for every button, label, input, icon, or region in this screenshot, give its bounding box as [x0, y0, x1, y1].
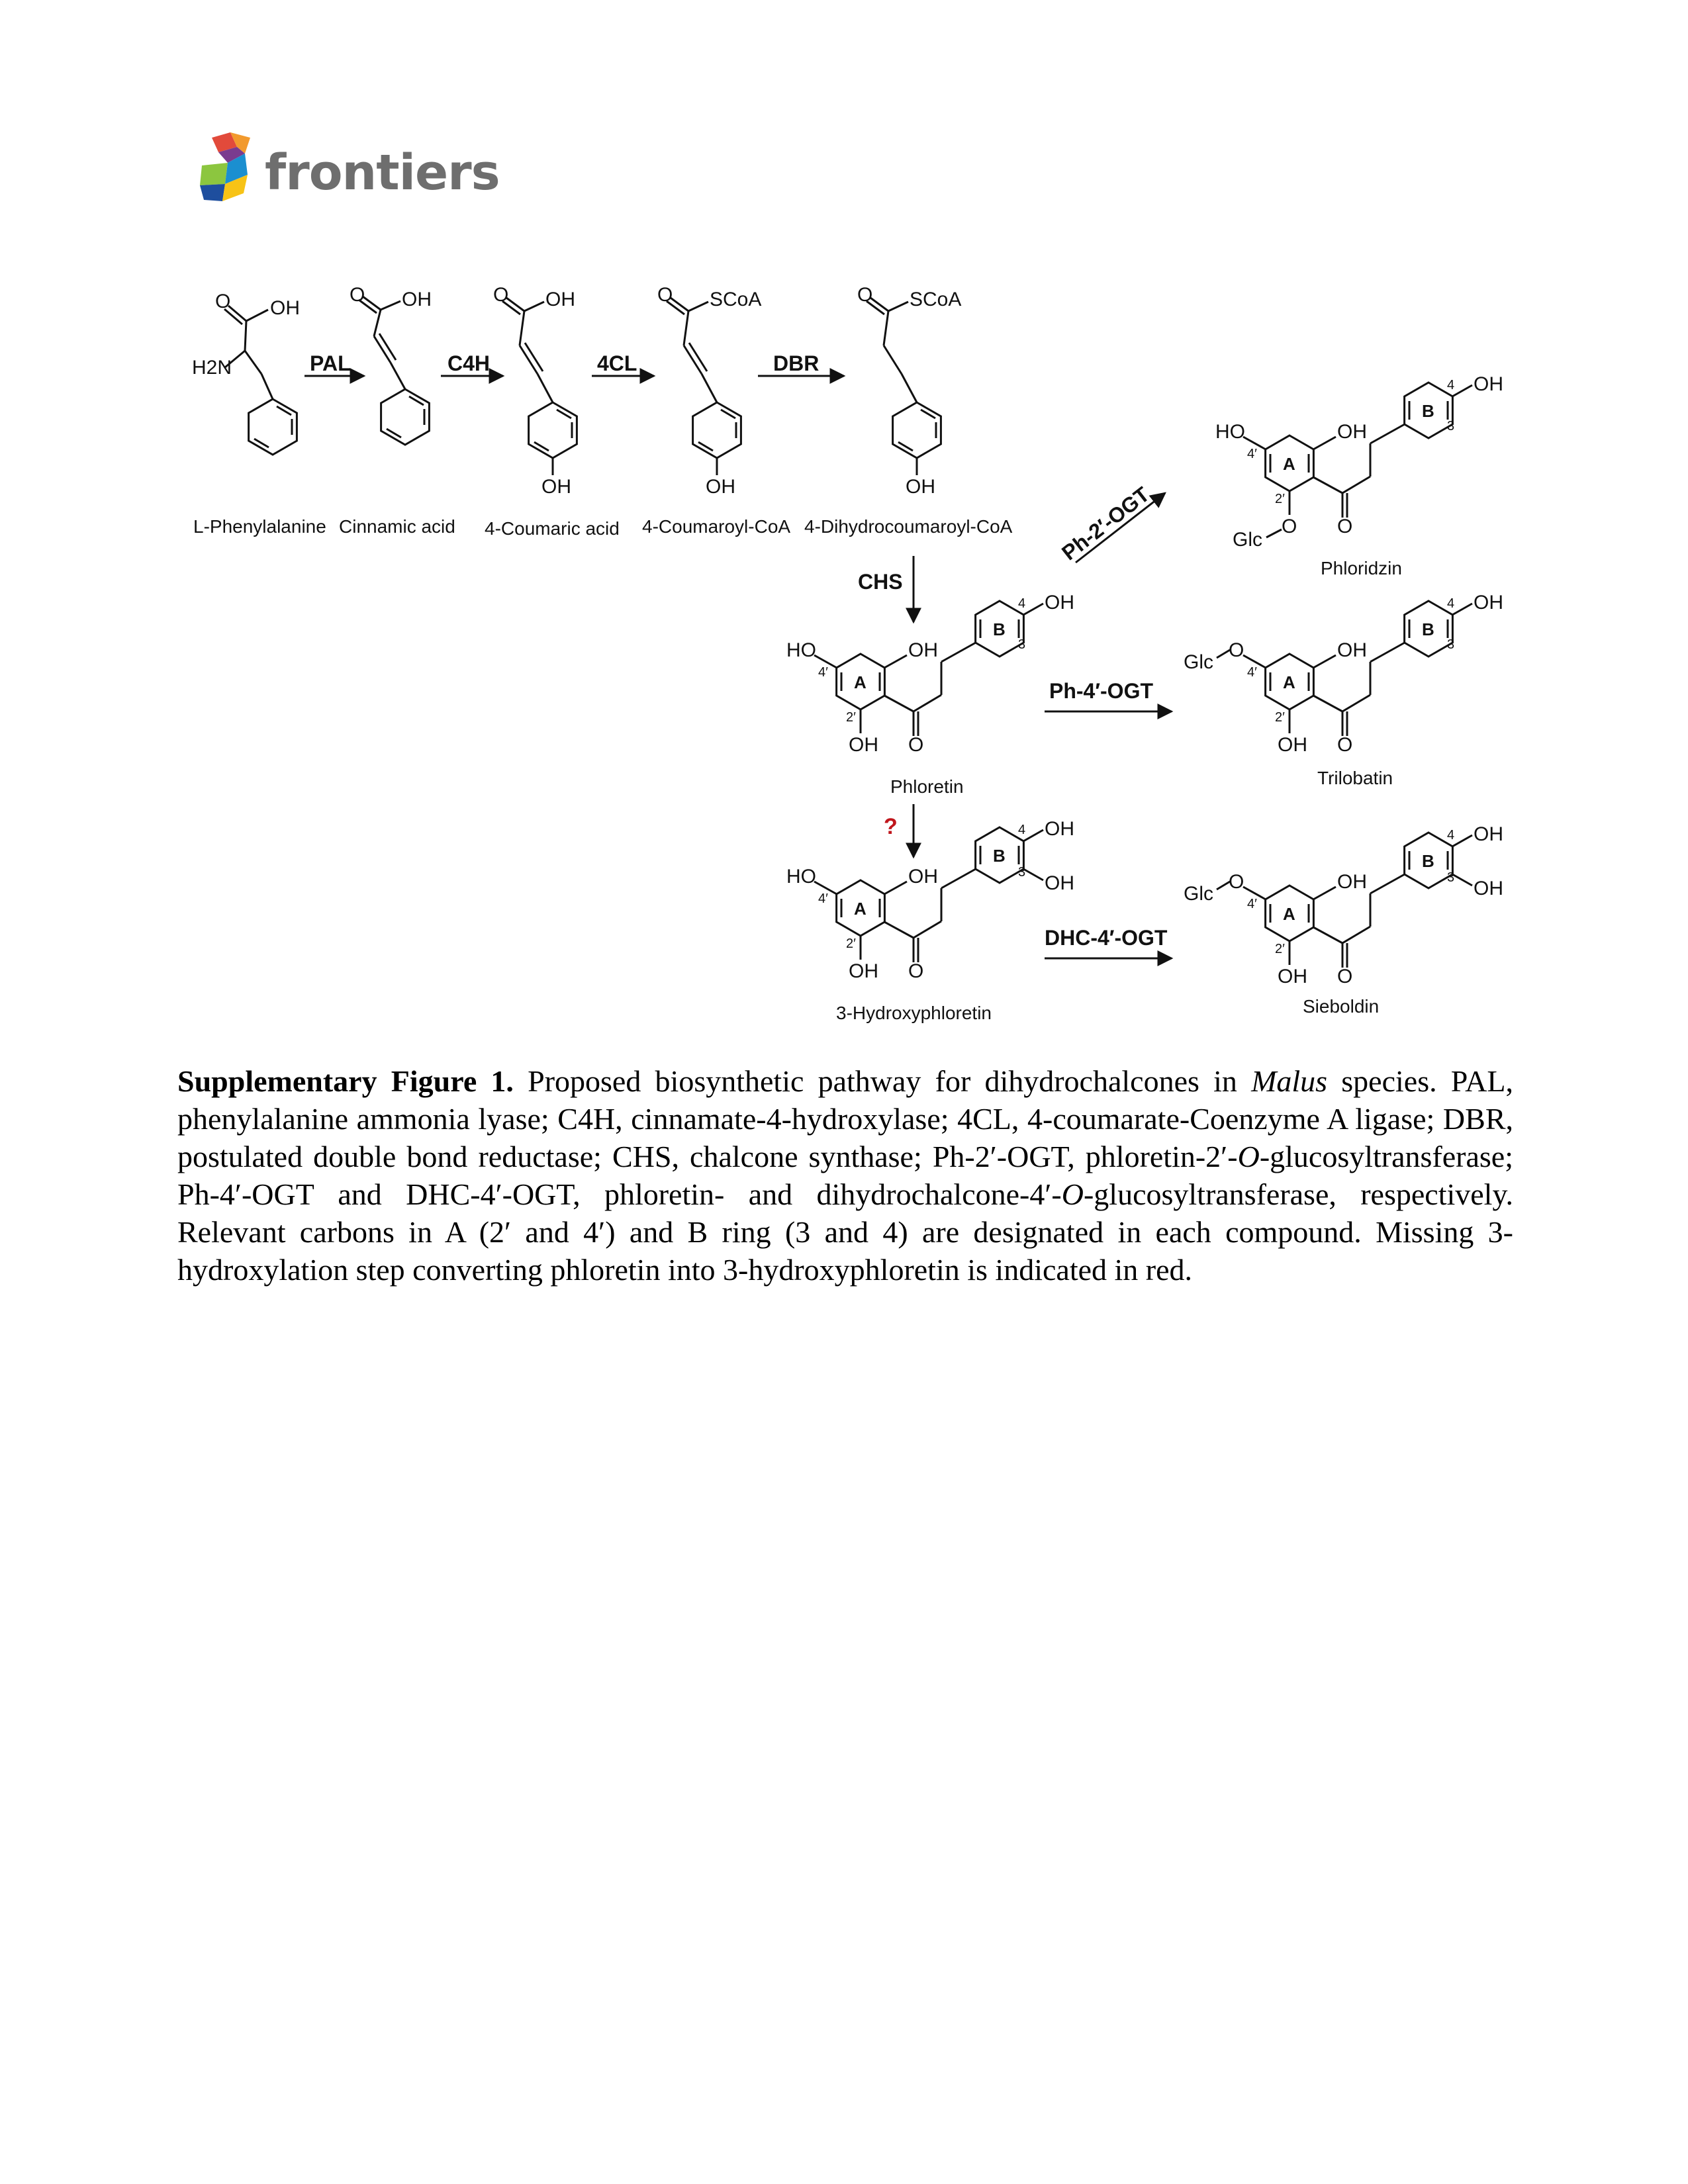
- enzyme-pal: PAL: [310, 351, 351, 375]
- structure-3-hydroxyphloretin: [786, 818, 1074, 982]
- svg-text:OH: OH: [906, 476, 935, 498]
- name-3-hydroxyphloretin: 3-Hydroxyphloretin: [836, 1003, 992, 1023]
- structure-cinnamic-acid: [350, 284, 432, 445]
- figure-caption: Supplementary Figure 1. Proposed biosynthetic pathway for dihydrochalcones in Malus species. PAL, phenylalanine ammonia lyase; C4H, cinnamate-4-hydroxylase; 4CL, 4-coumarate-Coenzyme A ligase; DBR, postulated double bond reductase; CHS, chalcone synthase; Ph-2′-OGT, phloretin-2′-O-glucosyltransferase; Ph-4′-OGT and DHC-4′-OGT, phloretin- and dihydrochalcone-4′-O-glucosyltransferase, respectively. Relevant carbons in A (2′ and 4′) and B ring (3 and 4) are designated in each compound. Missing 3-hydroxylation step converting phloretin into 3-hydroxyphloretin is indicated in red.: [177, 1064, 1513, 1287]
- structure-phloretin: [786, 592, 1074, 756]
- name-cinnamic-acid: Cinnamic acid: [339, 516, 455, 537]
- atom-o: O: [215, 291, 231, 312]
- svg-text:OH: OH: [545, 289, 575, 310]
- name-4-coumaroyl-coa: 4-Coumaroyl-CoA: [642, 516, 791, 537]
- svg-text:4′: 4′: [1247, 897, 1257, 911]
- svg-text:4: 4: [1447, 828, 1455, 842]
- svg-text:B: B: [993, 846, 1006, 866]
- svg-text:2′: 2′: [846, 936, 856, 951]
- svg-text:A: A: [1283, 454, 1295, 474]
- svg-text:OH: OH: [1337, 871, 1367, 893]
- svg-text:3: 3: [1447, 870, 1455, 885]
- svg-text:O: O: [908, 734, 924, 756]
- svg-text:HO: HO: [1215, 421, 1245, 443]
- svg-text:4: 4: [1018, 823, 1026, 837]
- svg-text:HO: HO: [786, 866, 816, 887]
- svg-text:OH: OH: [1278, 734, 1307, 756]
- structure-l-phenylalanine: [192, 291, 300, 455]
- svg-text:OH: OH: [1045, 818, 1074, 840]
- name-sieboldin: Sieboldin: [1303, 996, 1380, 1017]
- svg-text:OH: OH: [1337, 639, 1367, 661]
- svg-text:O: O: [1337, 966, 1353, 987]
- enzyme-c4h: C4H: [447, 351, 491, 375]
- svg-text:O: O: [1337, 734, 1353, 756]
- svg-text:2′: 2′: [1275, 710, 1285, 725]
- svg-text:OH: OH: [402, 289, 432, 310]
- svg-text:A: A: [854, 672, 867, 692]
- svg-text:O: O: [493, 284, 509, 306]
- structure-phloridzin: [1215, 373, 1503, 551]
- svg-text:O: O: [1337, 516, 1353, 537]
- svg-text:4′: 4′: [1247, 665, 1257, 680]
- svg-text:OH: OH: [908, 639, 938, 661]
- svg-text:O: O: [657, 284, 673, 306]
- missing-step-marker: ?: [884, 814, 898, 839]
- svg-text:OH: OH: [849, 734, 878, 756]
- svg-text:Glc: Glc: [1233, 529, 1262, 551]
- enzyme-ph4-ogt: Ph-4′-OGT: [1049, 679, 1153, 703]
- svg-text:Glc: Glc: [1184, 883, 1213, 905]
- pathway-diagram: [0, 0, 1688, 1059]
- svg-text:B: B: [1422, 619, 1434, 639]
- svg-text:OH: OH: [1337, 421, 1367, 443]
- svg-text:2′: 2′: [846, 710, 856, 725]
- svg-text:4: 4: [1447, 378, 1455, 392]
- svg-text:A: A: [1283, 672, 1295, 692]
- svg-text:3: 3: [1018, 865, 1026, 880]
- svg-text:O: O: [908, 960, 924, 982]
- svg-text:4′: 4′: [1247, 447, 1257, 461]
- svg-text:OH: OH: [1474, 878, 1503, 899]
- svg-text:OH: OH: [1474, 592, 1503, 614]
- enzyme-chs: CHS: [858, 570, 903, 594]
- name-trilobatin: Trilobatin: [1317, 768, 1393, 788]
- structure-4-coumaric-acid: [493, 284, 577, 498]
- name-4-dihydrocoumaroyl-coa: 4-Dihydrocoumaroyl-CoA: [804, 516, 1013, 537]
- svg-text:3: 3: [1447, 419, 1455, 433]
- enzyme-dbr: DBR: [773, 351, 820, 375]
- svg-text:OH: OH: [849, 960, 878, 982]
- svg-text:O: O: [350, 284, 365, 306]
- svg-text:B: B: [1422, 851, 1434, 871]
- svg-text:OH: OH: [1474, 823, 1503, 845]
- svg-text:O: O: [857, 284, 873, 306]
- name-l-phenylalanine: L-Phenylalanine: [193, 516, 326, 537]
- enzyme-ph2-ogt: Ph-2′-OGT: [1057, 482, 1154, 565]
- svg-text:O: O: [1229, 871, 1244, 893]
- structure-4-coumaroyl-coa: [657, 284, 761, 498]
- svg-text:3: 3: [1018, 637, 1026, 652]
- svg-text:4: 4: [1447, 596, 1455, 611]
- svg-text:OH: OH: [1278, 966, 1307, 987]
- svg-text:B: B: [1422, 401, 1434, 421]
- svg-text:OH: OH: [908, 866, 938, 887]
- enzyme-4cl: 4CL: [597, 351, 637, 375]
- caption-title: Supplementary Figure 1.: [177, 1064, 514, 1098]
- svg-text:OH: OH: [1045, 592, 1074, 614]
- name-phloretin: Phloretin: [890, 776, 964, 797]
- name-4-coumaric-acid: 4-Coumaric acid: [485, 518, 620, 539]
- svg-text:OH: OH: [1474, 373, 1503, 395]
- frontiers-wordmark: frontiers: [265, 144, 500, 201]
- svg-text:HO: HO: [786, 639, 816, 661]
- svg-text:A: A: [1283, 904, 1295, 924]
- svg-text:Glc: Glc: [1184, 651, 1213, 673]
- structure-4-dihydrocoumaroyl-coa: [857, 284, 961, 498]
- name-phloridzin: Phloridzin: [1321, 558, 1402, 578]
- svg-text:O: O: [1229, 639, 1244, 661]
- svg-text:4′: 4′: [818, 665, 828, 680]
- svg-text:SCoA: SCoA: [710, 289, 762, 310]
- atom-oh: OH: [270, 297, 300, 319]
- svg-text:OH: OH: [1045, 872, 1074, 894]
- svg-text:A: A: [854, 899, 867, 919]
- svg-text:OH: OH: [706, 476, 735, 498]
- svg-text:O: O: [1282, 516, 1297, 537]
- atom-h2n: H2N: [192, 357, 232, 379]
- svg-text:4′: 4′: [818, 891, 828, 906]
- svg-text:4: 4: [1018, 596, 1026, 611]
- structure-sieboldin: [1184, 823, 1503, 987]
- svg-text:3: 3: [1447, 637, 1455, 652]
- svg-text:2′: 2′: [1275, 492, 1285, 506]
- enzyme-dhc4-ogt: DHC-4′-OGT: [1045, 926, 1168, 950]
- svg-text:B: B: [993, 619, 1006, 639]
- svg-text:OH: OH: [541, 476, 571, 498]
- svg-text:2′: 2′: [1275, 942, 1285, 956]
- structure-trilobatin: [1184, 592, 1503, 756]
- svg-text:SCoA: SCoA: [910, 289, 962, 310]
